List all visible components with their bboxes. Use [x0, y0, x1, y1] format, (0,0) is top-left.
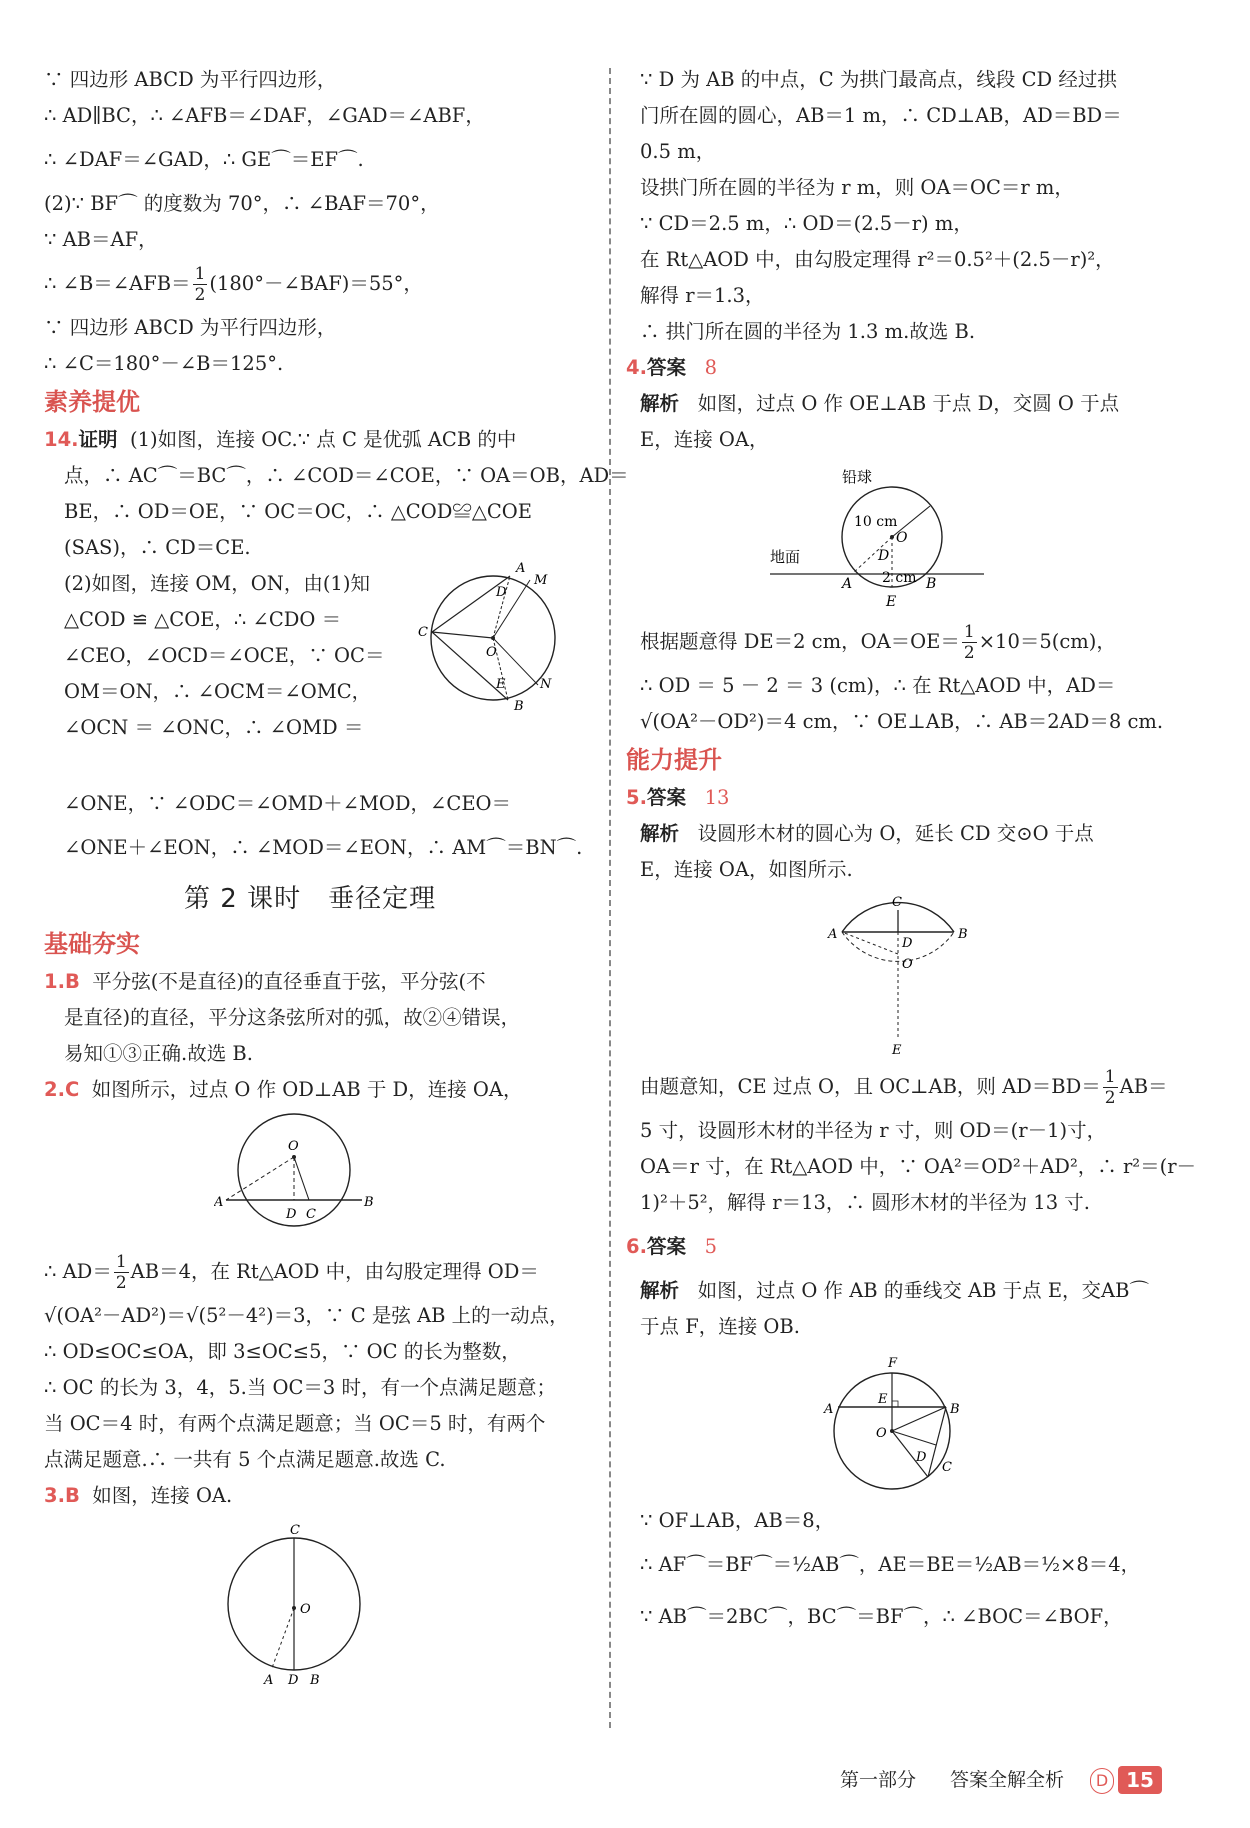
text-line: ∴ ∠C＝180°－∠B＝125°.	[44, 352, 284, 375]
svg-text:C: C	[290, 1523, 300, 1538]
text-line: 解得 r＝1.3，	[640, 284, 765, 307]
question-number: 4.	[626, 356, 647, 379]
text-line: E，连接 OA，如图所示.	[640, 858, 853, 881]
svg-text:A: A	[828, 927, 838, 942]
text-line: ∵ 四边形 ABCD 为平行四边形，	[44, 68, 337, 91]
text-line	[640, 616, 1170, 668]
svg-text:D: D	[916, 1450, 927, 1465]
svg-text:铅球: 铅球	[842, 468, 873, 486]
answer-value: 13	[704, 786, 730, 809]
text-segment: 根据题意得 DE＝2 cm，OA＝OE＝	[640, 630, 960, 653]
text-line: ∴ AF⌒＝BF⌒＝½AB⌒，AE＝BE＝½AB＝½×8＝4，	[640, 1553, 1141, 1576]
svg-text:O: O	[876, 1426, 887, 1441]
text-line	[44, 1246, 600, 1298]
text-line: OA＝r 寸，在 Rt△AOD 中，∵ OA²＝OD²＋AD²，∴ r²＝(r－	[640, 1155, 1197, 1178]
text-line: √(OA²－AD²)＝√(5²－4²)＝3，∵ C 是弦 AB 上的一动点，	[44, 1304, 569, 1327]
text-line: 易知①③正确.故选 B.	[64, 1042, 253, 1065]
text-segment: 如图所示，过点 O 作 OD⊥AB 于 D，连接 OA，	[91, 1078, 523, 1101]
text-segment: 由题意知，CE 过点 O，且 OC⊥AB，则 AD＝BD＝	[640, 1075, 1101, 1098]
text-line: ∵ 四边形 ABCD 为平行四边形，	[44, 316, 337, 339]
question-number: 5.	[626, 786, 647, 809]
svg-text:D: D	[878, 548, 890, 564]
text-line: ∴ 拱门所在圆的半径为 1.3 m.故选 B.	[640, 320, 976, 343]
question-14	[44, 422, 600, 458]
svg-text:D: D	[286, 1207, 297, 1222]
text-segment: ∴ AD＝	[44, 1260, 112, 1283]
text-segment: AB＝4，在 Rt△AOD 中，由勾股定理得 OD＝	[130, 1260, 539, 1283]
text-segment: (1)如图，连接 OC.∵ 点 C 是优弧 ACB 的中	[129, 428, 517, 451]
text-line: 门所在圆的圆心，AB＝1 m，∴ CD⊥AB，AD＝BD＝	[640, 104, 1122, 127]
text-line: ∠ONE，∵ ∠ODC＝∠OMD＋∠MOD，∠CEO＝	[64, 792, 512, 815]
text-line: ∵ AB⌒＝2BC⌒，BC⌒＝BF⌒，∴ ∠BOC＝∠BOF，	[640, 1605, 1123, 1628]
svg-text:F: F	[888, 1356, 898, 1371]
text-line: ∴ OD ＝ 5 － 2 ＝ 3 (cm)，∴ 在 Rt△AOD 中，AD＝	[640, 674, 1116, 697]
fraction	[193, 264, 208, 305]
text-line: ∠ONE＋∠EON，∴ ∠MOD＝∠EON，∴ AM⌒＝BN⌒.	[64, 836, 583, 859]
text-line: 0.5 m，	[640, 140, 716, 163]
fraction-numerator: 1	[115, 1252, 127, 1272]
page-footer	[840, 1760, 1180, 1800]
svg-text:10 cm: 10 cm	[854, 514, 898, 530]
text-line: √(OA²－OD²)＝4 cm，∵ OE⊥AB，∴ AB＝2AD＝8 cm.	[640, 710, 1164, 733]
q14-block	[44, 561, 600, 786]
svg-text:C: C	[942, 1460, 952, 1475]
svg-text:C: C	[306, 1207, 316, 1222]
answer-label: 答案	[646, 356, 686, 379]
text-line: E，连接 OA，	[640, 428, 769, 451]
section-heading: 基础夯实	[44, 930, 140, 958]
fraction-denominator: 2	[963, 643, 975, 663]
text-line	[640, 386, 1170, 422]
svg-text:2 cm: 2 cm	[882, 570, 917, 586]
question-3	[44, 1478, 600, 1514]
question-6	[626, 1221, 1170, 1273]
q5-figure	[820, 892, 980, 1057]
text-line: 点，∴ AC⌒＝BC⌒，∴ ∠COD＝∠COE，∵ OA＝OB，AD＝	[64, 464, 629, 487]
text-segment: (180°－∠BAF)＝55°，	[209, 272, 423, 295]
column-divider	[609, 68, 611, 1728]
text-line: ∴ ∠DAF＝∠GAD，∴ GE⌒＝EF⌒.	[44, 148, 364, 171]
text-line: 在 Rt△AOD 中，由勾股定理得 r²＝0.5²＋(2.5－r)²，	[640, 248, 1115, 271]
section-heading: 能力提升	[626, 746, 722, 774]
question-number: 2.C	[44, 1078, 80, 1101]
fraction-numerator: 1	[1104, 1067, 1116, 1087]
answer-label: 答案	[646, 786, 686, 809]
svg-text:A: A	[214, 1195, 224, 1210]
fraction-denominator: 2	[194, 285, 206, 305]
fraction-denominator: 2	[1104, 1088, 1116, 1108]
footer-description: 答案全解全析	[950, 1769, 1065, 1791]
text-line: 5 寸，设圆形木材的半径为 r 寸，则 OD＝(r－1)寸，	[640, 1119, 1107, 1142]
question-4	[626, 350, 1170, 386]
text-line: 于点 F，连接 OB.	[640, 1315, 800, 1338]
fraction-denominator: 2	[115, 1273, 127, 1293]
text-line: ∵ D 为 AB 的中点，C 为拱门最高点，线段 CD 经过拱	[640, 68, 1117, 91]
svg-text:B: B	[950, 1402, 960, 1417]
svg-text:A: A	[264, 1673, 274, 1688]
svg-text:M: M	[534, 573, 548, 588]
svg-text:O: O	[300, 1602, 311, 1617]
text-line: OM＝ON，∴ ∠OCM＝∠OMC，	[64, 680, 372, 703]
text-line: 1)²＋5²，解得 r＝13，∴ 圆形木材的半径为 13 寸.	[640, 1191, 1090, 1214]
q6-figure	[810, 1349, 980, 1499]
svg-text:E: E	[892, 1043, 902, 1057]
text-line: ∵ OF⊥AB，AB＝8，	[640, 1509, 835, 1532]
svg-text:B: B	[958, 927, 968, 942]
svg-text:O: O	[486, 645, 497, 660]
text-line	[640, 816, 1170, 852]
fraction-numerator: 1	[963, 622, 975, 642]
text-line: 当 OC＝4 时，有两个点满足题意；当 OC＝5 时，有两个	[44, 1412, 546, 1435]
svg-text:B: B	[926, 576, 937, 592]
shot-put-figure	[770, 462, 1010, 612]
text-line: ∵ AB＝AF，	[44, 228, 158, 251]
svg-text:N: N	[540, 677, 552, 692]
text-line: ∠OCN ＝ ∠ONC，∴ ∠OMD ＝	[64, 716, 364, 739]
text-line: ∵ CD＝2.5 m，∴ OD＝(2.5－r) m，	[640, 212, 973, 235]
text-segment: ×10＝5(cm)，	[978, 630, 1116, 653]
text-line: (SAS)，∴ CD＝CE.	[64, 536, 251, 559]
text-segment: 如图，过点 O 作 AB 的垂线交 AB 于点 E，交AB⌒	[697, 1279, 1149, 1302]
svg-text:A: A	[842, 576, 853, 592]
svg-text:A: A	[824, 1402, 834, 1417]
answer-label: 答案	[646, 1235, 686, 1258]
text-line: 设拱门所在圆的半径为 r m，则 OA＝OC＝r m，	[640, 176, 1074, 199]
text-segment: ∴ ∠B＝∠AFB＝	[44, 272, 191, 295]
question-5	[626, 780, 1170, 816]
text-line: ∴ OD≤OC≤OA，即 3≤OC≤5，∵ OC 的长为整数，	[44, 1340, 521, 1363]
text-segment: 平分弦(不是直径)的直径垂直于弦，平分弦(不	[92, 970, 486, 993]
footer-badge: D	[1090, 1768, 1114, 1794]
svg-text:D: D	[288, 1673, 299, 1688]
svg-text:C: C	[418, 625, 428, 640]
svg-text:E: E	[496, 677, 506, 692]
lesson-title: 第 2 课时 垂径定理	[184, 884, 437, 914]
fraction	[1103, 1067, 1118, 1108]
text-segment: 如图，连接 OA.	[92, 1484, 233, 1507]
proof-label: 证明	[78, 428, 118, 451]
text-line: △COD ≌ △COE，∴ ∠CDO ＝	[64, 608, 342, 631]
svg-text:E: E	[886, 594, 897, 610]
svg-text:O: O	[288, 1139, 299, 1154]
fraction	[962, 622, 977, 663]
question-number: 1.B	[44, 970, 80, 993]
fraction	[114, 1252, 129, 1293]
svg-text:C: C	[892, 895, 902, 910]
svg-text:B: B	[364, 1195, 374, 1210]
svg-text:D: D	[496, 585, 507, 600]
answer-value: 5	[704, 1235, 718, 1258]
q3-figure	[214, 1518, 374, 1688]
page-number: 15	[1118, 1766, 1162, 1794]
svg-text:O: O	[896, 530, 908, 546]
text-line: (2)如图，连接 OM，ON，由(1)知	[64, 572, 370, 595]
svg-text:A: A	[516, 561, 526, 576]
text-line: (2)∵ BF⌒ 的度数为 70°，∴ ∠BAF＝70°，	[44, 192, 440, 215]
svg-text:D: D	[902, 936, 913, 951]
right-column	[626, 62, 1197, 1643]
answer-value: 8	[704, 356, 718, 379]
text-line: ∠CEO，∠OCD＝∠OCE，∵ OC＝	[64, 644, 385, 667]
q2-figure	[214, 1112, 374, 1242]
text-segment: 如图，过点 O 作 OE⊥AB 于点 D，交圆 O 于点	[697, 392, 1120, 415]
text-segment: AB＝	[1119, 1075, 1168, 1098]
text-line: 是直径)的直径，平分这条弦所对的弧，故②④错误，	[64, 1006, 521, 1029]
svg-text:E: E	[878, 1392, 888, 1407]
footer-part: 第一部分	[840, 1769, 917, 1791]
text-line: ∴ AD∥BC，∴ ∠AFB＝∠DAF，∠GAD＝∠ABF，	[44, 104, 485, 127]
question-2	[44, 1072, 600, 1108]
question-1	[44, 964, 600, 1000]
text-line	[640, 1061, 1170, 1113]
svg-text:B: B	[514, 699, 524, 714]
text-line: 点满足题意.∴ 一共有 5 个点满足题意.故选 C.	[44, 1448, 446, 1471]
text-line	[640, 1273, 1170, 1309]
svg-text:B: B	[310, 1673, 320, 1688]
svg-text:地面: 地面	[770, 548, 801, 566]
left-column	[44, 62, 629, 1692]
section-heading: 素养提优	[44, 388, 140, 416]
text-line: BE，∴ OD＝OE，∵ OC＝OC，∴ △COD≌△COE	[64, 500, 532, 523]
analysis-label: 解析	[640, 822, 680, 845]
svg-text:O: O	[902, 957, 913, 972]
question-number: 3.B	[44, 1484, 80, 1507]
question-number: 6.	[626, 1235, 647, 1258]
text-segment: 设圆形木材的圆心为 O，延长 CD 交⊙O 于点	[697, 822, 1094, 845]
question-number: 14.	[44, 428, 79, 451]
analysis-label: 解析	[640, 392, 680, 415]
q14-figure	[418, 560, 568, 720]
analysis-label: 解析	[640, 1279, 680, 1302]
text-line: ∴ OC 的长为 3，4，5.当 OC＝3 时，有一个点满足题意；	[44, 1376, 557, 1399]
text-line	[44, 258, 600, 310]
fraction-numerator: 1	[194, 264, 206, 284]
